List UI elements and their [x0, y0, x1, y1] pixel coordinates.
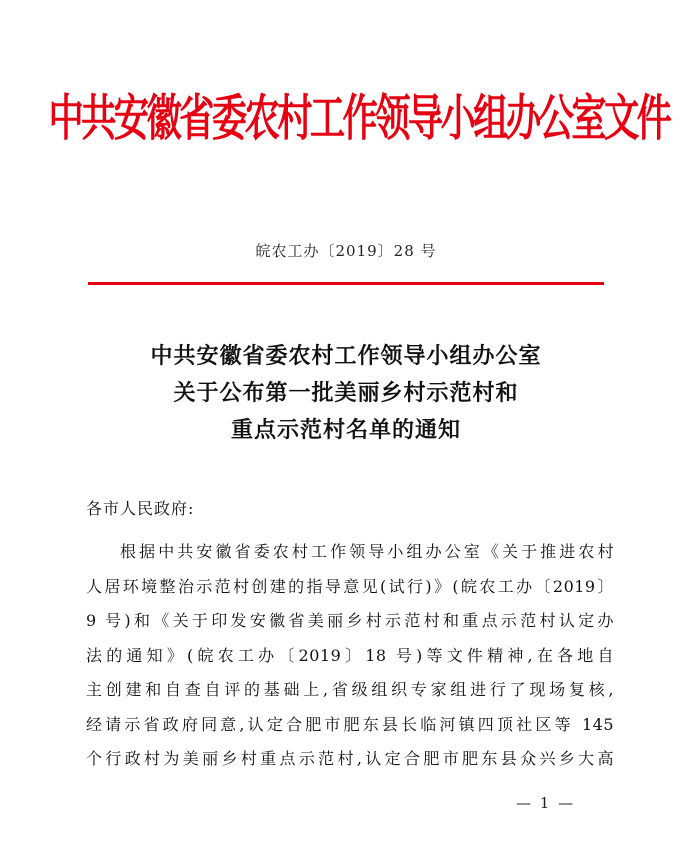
document-number: 皖农工办〔2019〕28 号	[255, 242, 437, 260]
body-line: 人居环境整治示范村创建的指导意见(试行)》(皖农工办〔2019〕	[86, 576, 614, 596]
notice-title	[0, 338, 692, 449]
body-line: 个行政村为美丽乡村重点示范村,认定合肥市肥东县众兴乡大高	[86, 749, 614, 768]
notice-title-line: 中共安徽省委农村工作领导小组办公室	[150, 344, 542, 369]
body-line: 9 号)和《关于印发安徽省美丽乡村示范村和重点示范村认定办	[86, 611, 614, 630]
notice-title-line: 重点示范村名单的通知	[230, 418, 461, 443]
body-line: 主创建和自查自评的基础上,省级组织专家组进行了现场复核,	[86, 680, 614, 699]
body-text	[86, 535, 614, 777]
notice-title-line: 关于公布第一批美丽乡村示范村和	[173, 381, 519, 406]
body-line: 经请示省政府同意,认定合肥市肥东县长临河镇四顶社区等 145	[86, 714, 614, 734]
page-number: — 1 —	[516, 794, 576, 812]
red-divider-line	[88, 282, 604, 285]
body-line: 根据中共安徽省委农村工作领导小组办公室《关于推进农村	[120, 542, 614, 561]
salutation: 各市人民政府:	[86, 499, 195, 518]
masthead-title: 中共安徽省委农村工作领导小组办公室文件	[48, 89, 670, 147]
body-line: 法的通知》(皖农工办〔2019〕18 号)等文件精神,在各地自	[86, 645, 614, 665]
